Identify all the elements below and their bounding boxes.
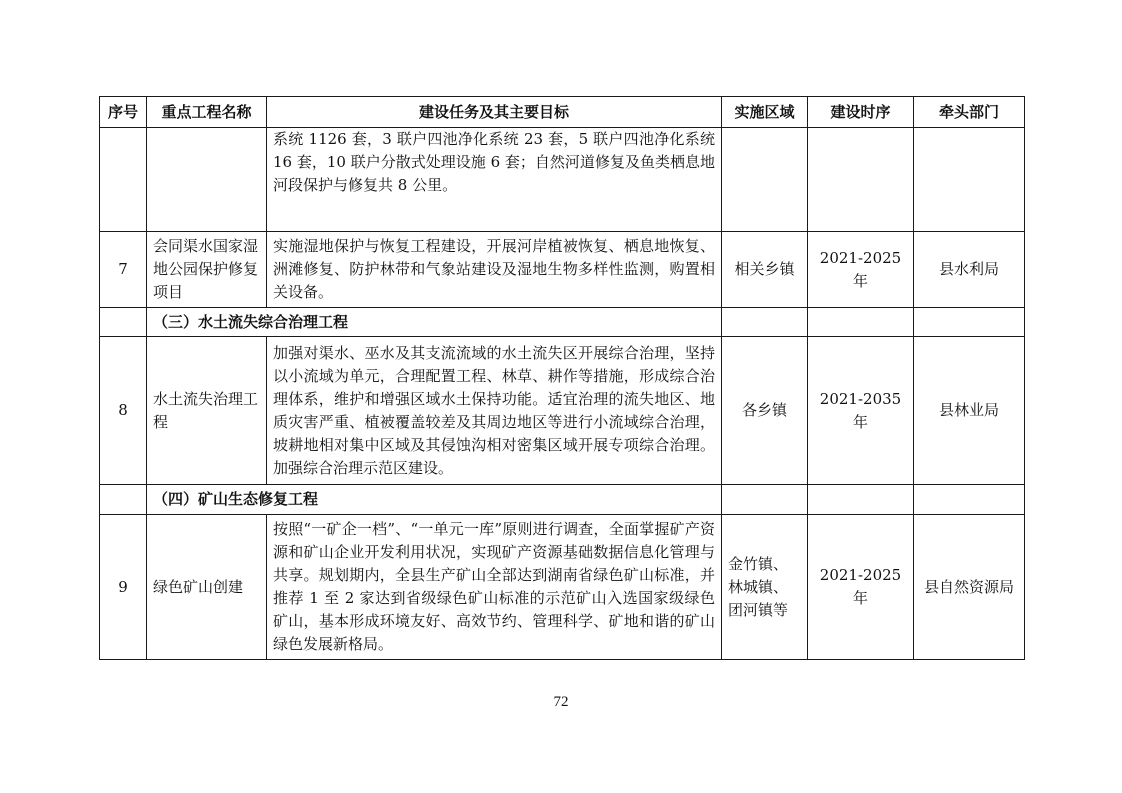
row8-name: 水土流失治理工程 [147, 337, 267, 485]
header-period: 建设时序 [808, 97, 914, 128]
continued-name-cell [147, 128, 267, 232]
row8-no: 8 [100, 337, 147, 485]
continued-area-cell [722, 128, 808, 232]
section3-empty-period [808, 308, 914, 337]
table-row-continued [100, 128, 1025, 232]
section4-title: （四）矿山生态修复工程 [147, 485, 722, 515]
row7-name: 会同渠水国家湿地公园保护修复项目 [147, 232, 267, 308]
row8-area: 各乡镇 [722, 337, 808, 485]
row7-area: 相关乡镇 [722, 232, 808, 308]
section3-empty-no [100, 308, 147, 337]
row8-task: 加强对渠水、巫水及其支流流域的水土流失区开展综合治理，坚持以小流域为单元，合理配置工程、林草、耕作等措施，形成综合治理体系，维护和增强区域水土保持功能。适宜治理的流失地区、地质灾害严重、植被覆盖较差及其周边地区等进行小流域综合治理，坡耕地相对集中区域及其侵蚀沟相对密集区域开展专项综合治理。加强综合治理示范区建设。 [267, 337, 722, 485]
table-row-9 [100, 515, 1025, 660]
row9-period: 2021-2025 年 [808, 515, 914, 660]
table-header-row [100, 97, 1025, 128]
continued-task-cell: 系统 1126 套，3 联户四池净化系统 23 套，5 联户四池净化系统 16 套，10 联户分散式处理设施 6 套；自然河道修复及鱼类栖息地河段保护与修复共 8 公里。 [267, 128, 722, 232]
key-projects-table [99, 96, 1025, 660]
section4-empty-no [100, 485, 147, 515]
section4-empty-period [808, 485, 914, 515]
section3-empty-dept [914, 308, 1025, 337]
section3-empty-area [722, 308, 808, 337]
header-serial-no: 序号 [100, 97, 147, 128]
table-row-7 [100, 232, 1025, 308]
row9-no: 9 [100, 515, 147, 660]
section3-title: （三）水土流失综合治理工程 [147, 308, 722, 337]
row9-area: 金竹镇、林城镇、团河镇等 [722, 515, 808, 660]
row9-name: 绿色矿山创建 [147, 515, 267, 660]
row7-no: 7 [100, 232, 147, 308]
header-lead-dept: 牵头部门 [914, 97, 1025, 128]
header-tasks-goals: 建设任务及其主要目标 [267, 97, 722, 128]
section4-empty-area [722, 485, 808, 515]
row8-period: 2021-2035 年 [808, 337, 914, 485]
continued-period-cell [808, 128, 914, 232]
section-row-3 [100, 308, 1025, 337]
row9-task: 按照“一矿企一档”、“一单元一库”原则进行调查，全面掌握矿产资源和矿山企业开发利用状况，实现矿产资源基础数据信息化管理与共享。规划期内，全县生产矿山全部达到湖南省绿色矿山标准，并推荐 1 至 2 家达到省级绿色矿山标准的示范矿山入选国家级绿色矿山，基本形成环境友好、高效节约、管理科学、矿地和谐的矿山绿色发展新格局。 [267, 515, 722, 660]
section-row-4 [100, 485, 1025, 515]
continued-no-cell [100, 128, 147, 232]
row7-task: 实施湿地保护与恢复工程建设，开展河岸植被恢复、栖息地恢复、洲滩修复、防护林带和气象站建设及湿地生物多样性监测，购置相关设备。 [267, 232, 722, 308]
section4-empty-dept [914, 485, 1025, 515]
row8-dept: 县林业局 [914, 337, 1025, 485]
header-area: 实施区域 [722, 97, 808, 128]
table-row-8 [100, 337, 1025, 485]
row9-dept: 县自然资源局 [914, 515, 1025, 660]
page-number: 72 [553, 694, 569, 710]
row7-period: 2021-2025 年 [808, 232, 914, 308]
row7-dept: 县水利局 [914, 232, 1025, 308]
header-project-name: 重点工程名称 [147, 97, 267, 128]
continued-dept-cell [914, 128, 1025, 232]
